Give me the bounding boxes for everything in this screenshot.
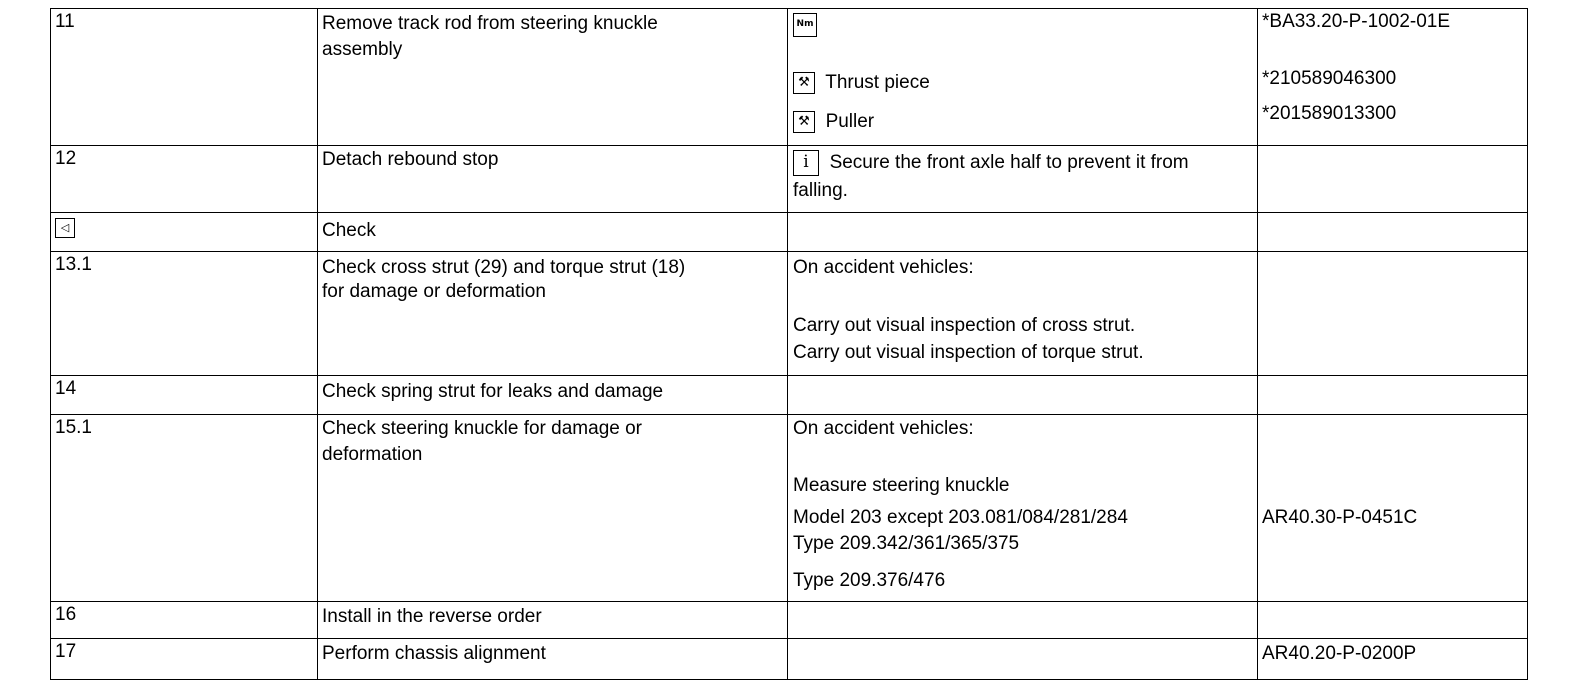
note-text: Carry out visual inspection of cross strut.: [793, 315, 1136, 336]
action-text: for damage or deformation: [322, 281, 546, 302]
note-text: Type 209.342/361/365/375: [793, 533, 1020, 554]
action-text: Install in the reverse order: [322, 606, 542, 627]
reference-link[interactable]: AR40.30-P-0451C: [1262, 507, 1418, 528]
action-text: Check spring strut for leaks and damage: [322, 381, 664, 402]
table-row: [50, 639, 1528, 680]
step-number: 14: [55, 378, 77, 399]
wrench-icon: ⚒: [793, 72, 815, 94]
check-icon: ◁: [55, 218, 75, 238]
step-number: 15.1: [55, 417, 92, 438]
tool-name: Thrust piece: [825, 72, 930, 94]
action-text: Remove track rod from steering knuckle: [322, 13, 658, 34]
reference-link[interactable]: *BA33.20-P-1002-01E: [1262, 11, 1451, 32]
note-text: Type 209.376/476: [793, 570, 946, 591]
step-number: 13.1: [55, 254, 92, 275]
info-icon: i: [793, 150, 819, 176]
action-text: deformation: [322, 444, 423, 465]
step-number: 16: [55, 604, 77, 625]
step-number: 12: [55, 148, 77, 169]
action-text: Detach rebound stop: [322, 149, 499, 170]
note-text: Model 203 except 203.081/084/281/284: [793, 507, 1128, 528]
step-number: 11: [55, 11, 75, 32]
note-text: On accident vehicles:: [793, 257, 974, 278]
note-text: On accident vehicles:: [793, 418, 974, 439]
procedure-table: [50, 8, 1528, 680]
note-text: Carry out visual inspection of torque strut.: [793, 342, 1144, 363]
action-text: Check cross strut (29) and torque strut (18): [322, 257, 686, 278]
table-row: [50, 252, 1528, 376]
action-text: assembly: [322, 39, 403, 60]
tool-name: Puller: [825, 111, 875, 133]
action-text: Perform chassis alignment: [322, 643, 546, 664]
table-row: [50, 415, 1528, 602]
action-text: Check steering knuckle for damage or: [322, 418, 642, 439]
table-row: [50, 146, 1528, 213]
section-heading: Check: [322, 220, 376, 241]
reference-link[interactable]: *210589046300: [1262, 68, 1397, 89]
note-text: Secure the front axle half to prevent it from: [829, 152, 1189, 174]
torque-icon: Nm: [793, 13, 817, 37]
reference-link[interactable]: *201589013300: [1262, 103, 1397, 124]
table-row: [50, 8, 1528, 146]
wrench-icon: ⚒: [793, 111, 815, 133]
table-row: [50, 376, 1528, 415]
step-number: 17: [55, 641, 77, 662]
table-row: [50, 602, 1528, 639]
reference-link[interactable]: AR40.20-P-0200P: [1262, 643, 1417, 664]
table-row: [50, 213, 1528, 252]
note-text: Measure steering knuckle: [793, 475, 1010, 496]
note-text: falling.: [793, 180, 848, 201]
